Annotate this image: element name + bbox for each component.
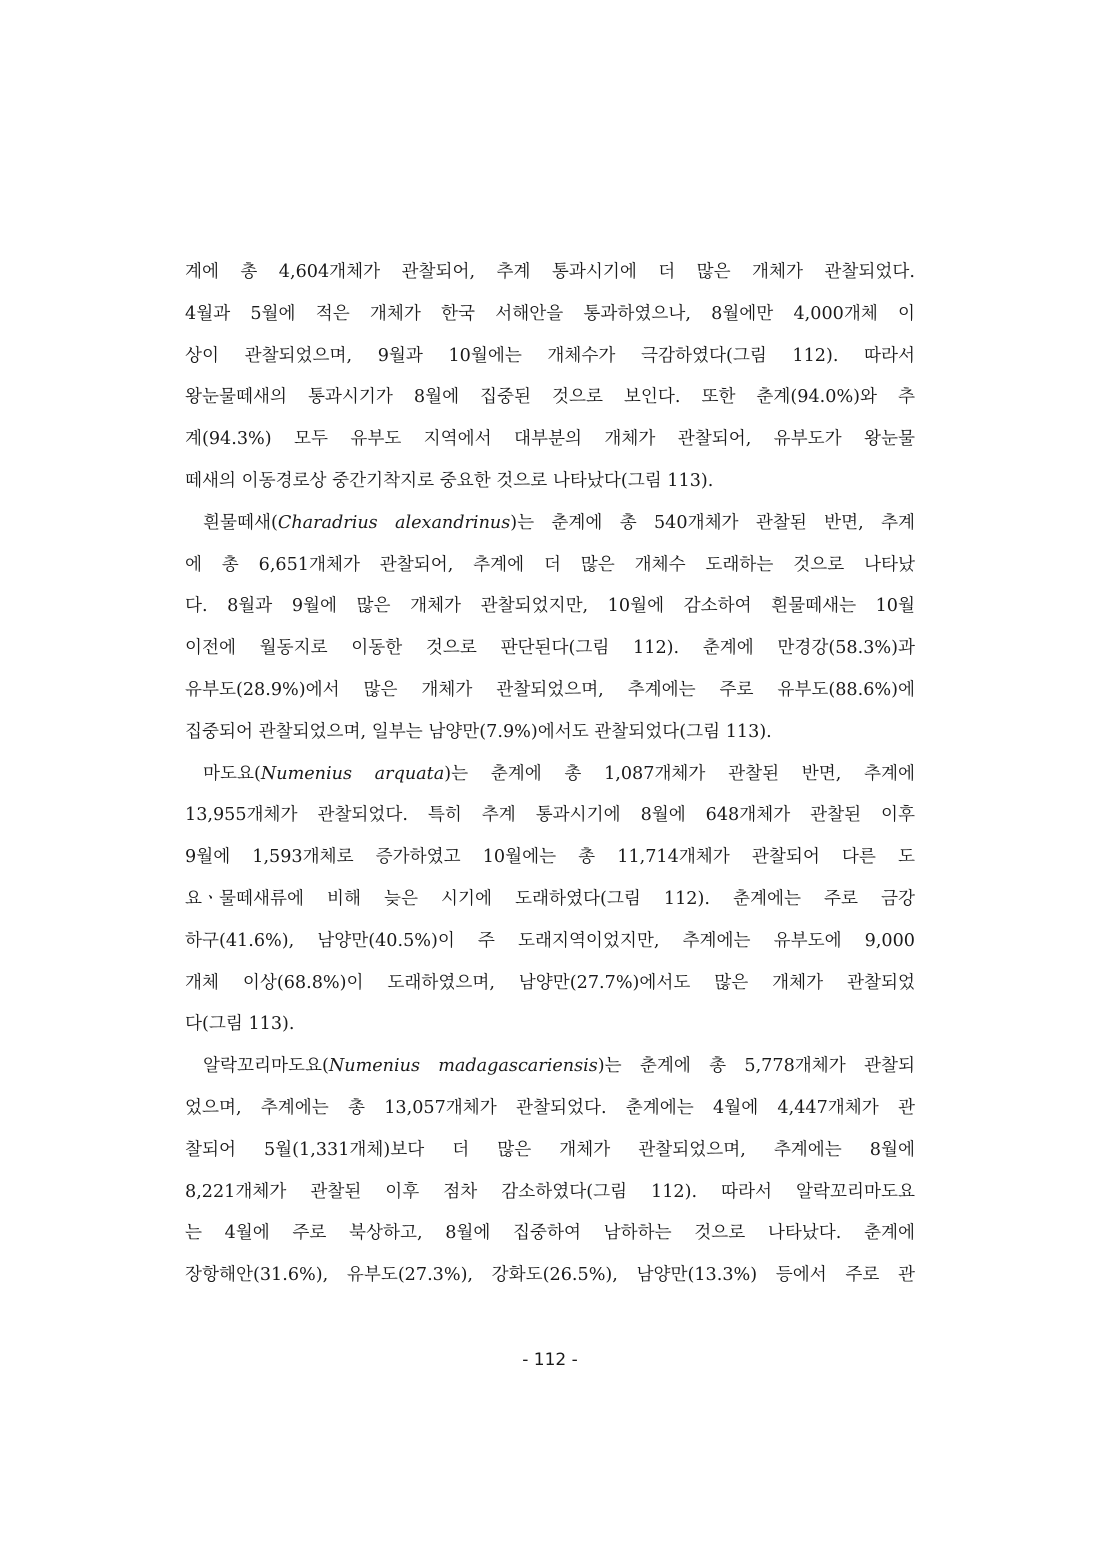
text-line: 왕눈물떼새의 통과시기가 8월에 집중된 것으로 보인다. 또한 춘계(94.0%)와 추: [185, 387, 915, 408]
text-line: 이전에 월동지로 이동한 것으로 판단된다(그림 112). 춘계에 만경강(58.3%)과: [185, 638, 915, 659]
text-line: [185, 754, 915, 796]
text-line: 9월에 1,593개체로 증가하였고 10월에는 총 11,714개체가 관찰되어 다른 도: [185, 847, 915, 868]
text-line: 장항해안(31.6%), 유부도(27.3%), 강화도(26.5%), 남양만(13.3%) 등에서 주로 관: [185, 1265, 915, 1286]
text-line: 다. 8월과 9월에 많은 개체가 관찰되었지만, 10월에 감소하여 흰물떼새는 10월: [185, 596, 915, 617]
species-name: Charadrius alexandrinus: [277, 512, 511, 533]
species-name: Numenius arquata: [260, 763, 445, 784]
text-run: 흰물떼새(: [203, 512, 278, 533]
text-line: [185, 1046, 915, 1088]
text-line: 유부도(28.9%)에서 많은 개체가 관찰되었으며, 추계에는 주로 유부도(88.6%)에: [185, 679, 915, 700]
text-line: 었으며, 추계에는 총 13,057개체가 관찰되었다. 춘계에는 4월에 4,447개체가 관: [185, 1097, 915, 1118]
text-line: 상이 관찰되었으며, 9월과 10월에는 개체수가 극감하였다(그림 112). 따라서: [185, 345, 915, 366]
text-run: )는 춘계에 총 540개체가 관찰된 반면, 추계: [510, 512, 915, 533]
text-line: [185, 503, 915, 545]
species-name: Numenius madagascariensis: [328, 1056, 598, 1077]
text-line: 다(그림 113).: [185, 1014, 295, 1035]
page-number: - 112 -: [522, 1350, 578, 1370]
text-line: 4월과 5월에 적은 개체가 한국 서해안을 통과하였으나, 8월에만 4,000개체 이: [185, 303, 915, 324]
text-line: 는 4월에 주로 북상하고, 8월에 집중하여 남하하는 것으로 나타났다. 춘계에: [185, 1223, 915, 1244]
text-line: 집중되어 관찰되었으며, 일부는 남양만(7.9%)에서도 관찰되었다(그림 113).: [185, 721, 772, 742]
text-line: 8,221개체가 관찰된 이후 점차 감소하였다(그림 112). 따라서 알락꼬리마도요: [185, 1181, 915, 1202]
text-line: 찰되어 5월(1,331개체)보다 더 많은 개체가 관찰되었으며, 추계에는 8월에: [185, 1139, 915, 1160]
text-run: 마도요(: [203, 763, 261, 784]
text-line: 요ㆍ물떼새류에 비해 늦은 시기에 도래하였다(그림 112). 춘계에는 주로 금강: [185, 888, 915, 909]
text-run: 알락꼬리마도요(: [203, 1056, 329, 1077]
text-line: 계(94.3%) 모두 유부도 지역에서 대부분의 개체가 관찰되어, 유부도가 왕눈물: [185, 429, 915, 450]
text-line: 개체 이상(68.8%)이 도래하였으며, 남양만(27.7%)에서도 많은 개체가 관찰되었: [185, 972, 915, 993]
text-run: )는 춘계에 총 1,087개체가 관찰된 반면, 추계에: [444, 763, 915, 784]
text-line: 떼새의 이동경로상 중간기착지로 중요한 것으로 나타났다(그림 113).: [185, 470, 714, 491]
text-line: 13,955개체가 관찰되었다. 특히 추계 통과시기에 8월에 648개체가 관찰된 이후: [185, 805, 915, 826]
text-run: )는 춘계에 총 5,778개체가 관찰되: [597, 1056, 915, 1077]
text-line: 하구(41.6%), 남양만(40.5%)이 주 도래지역이었지만, 추계에는 유부도에 9,000: [185, 930, 915, 951]
text-line: 에 총 6,651개체가 관찰되어, 추계에 더 많은 개체수 도래하는 것으로 나타났: [185, 554, 915, 575]
text-line: 계에 총 4,604개체가 관찰되어, 추계 통과시기에 더 많은 개체가 관찰되었다.: [185, 262, 915, 282]
body-text: [185, 252, 915, 1297]
